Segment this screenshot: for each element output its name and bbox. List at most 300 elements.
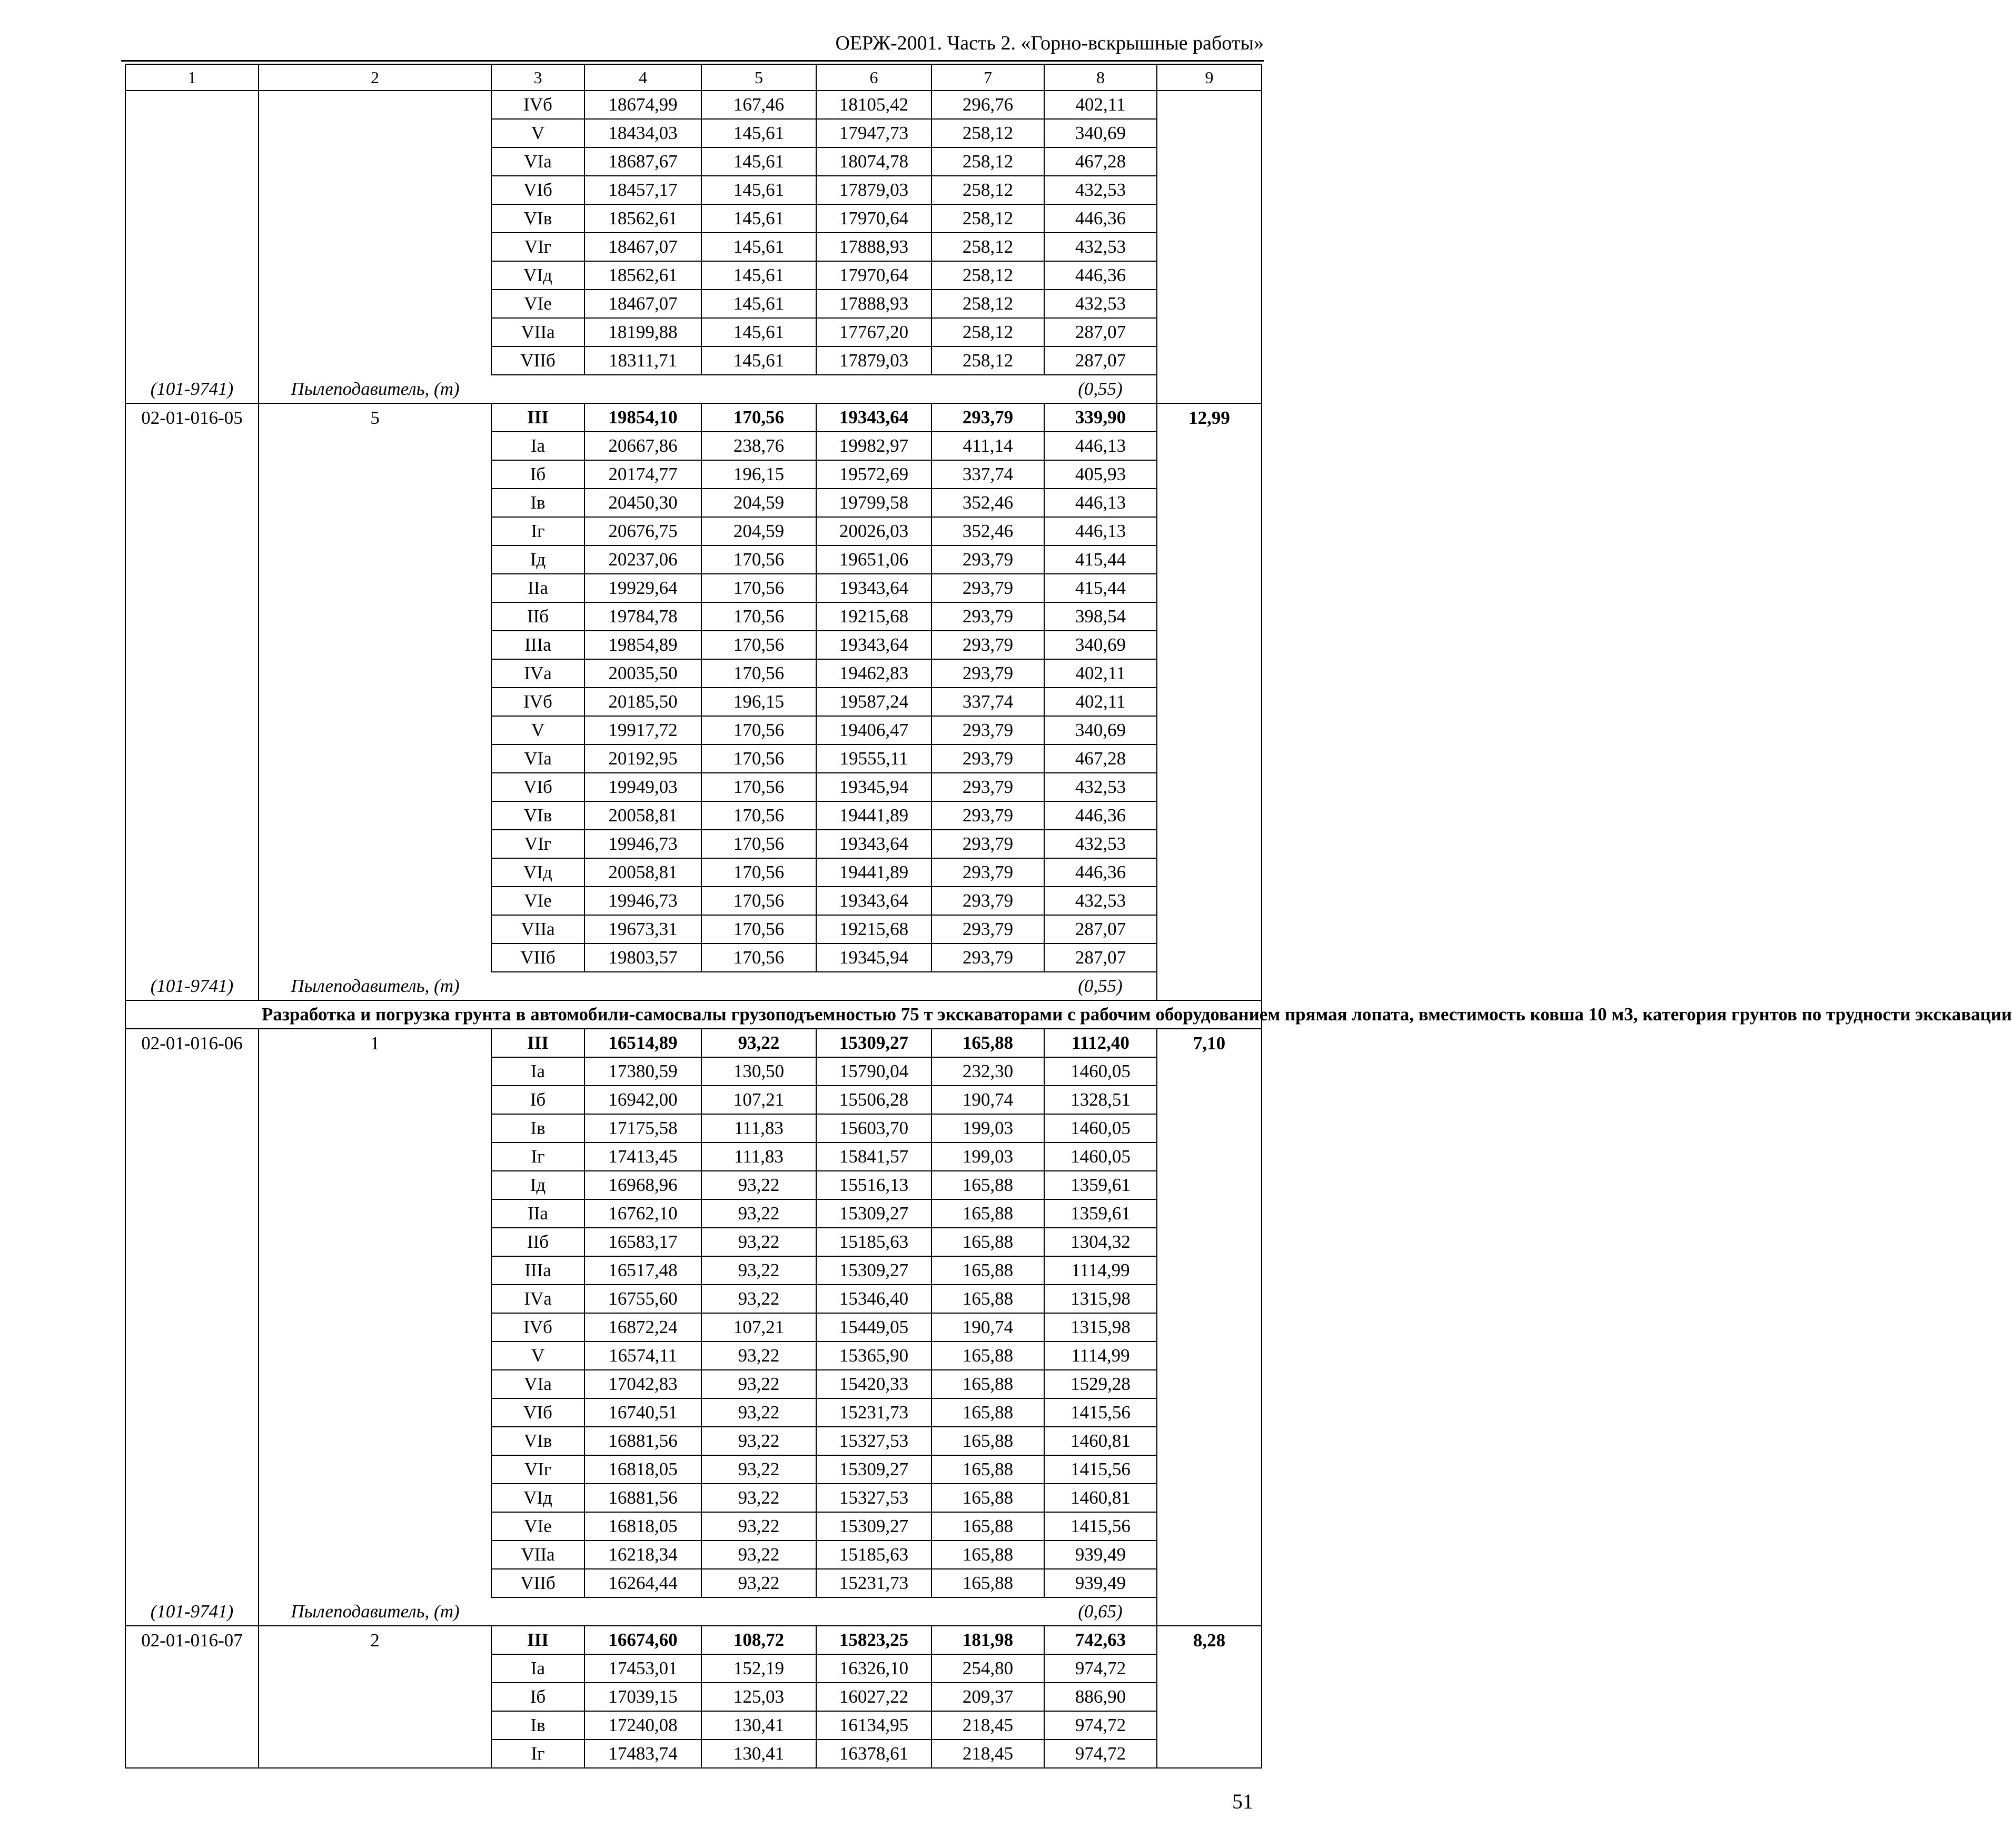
machinery-cell: 19555,11: [816, 744, 931, 773]
rate-total-cell: 16218,34: [584, 1541, 701, 1569]
empty-cell: [259, 574, 491, 602]
empty-cell: [125, 1228, 259, 1256]
empty-cell: [259, 602, 491, 631]
rate-total-cell: 19946,73: [584, 830, 701, 858]
empty-cell: [1157, 631, 1262, 659]
operator-wages-cell: 181,98: [931, 1626, 1044, 1654]
grade-cell: VIв: [491, 1427, 584, 1455]
empty-cell: [701, 1597, 816, 1626]
empty-cell: [259, 744, 491, 773]
grade-cell: VIг: [491, 1455, 584, 1484]
table-row: [125, 830, 1262, 858]
wages-cell: 145,61: [701, 176, 816, 204]
machinery-cell: 15841,57: [816, 1142, 931, 1171]
empty-cell: [259, 716, 491, 744]
empty-cell: [701, 375, 816, 403]
empty-cell: [125, 1740, 259, 1768]
materials-cell: 405,93: [1044, 460, 1157, 489]
operator-wages-cell: 296,76: [931, 91, 1044, 119]
table-row: [125, 91, 1262, 119]
operator-wages-cell: 254,80: [931, 1654, 1044, 1683]
empty-cell: [701, 972, 816, 1000]
table-row: [125, 432, 1262, 460]
empty-cell: [259, 1370, 491, 1398]
empty-cell: [1157, 489, 1262, 517]
machinery-cell: 17947,73: [816, 119, 931, 147]
table-row: [125, 517, 1262, 545]
rate-total-cell: 17175,58: [584, 1114, 701, 1142]
empty-cell: [125, 744, 259, 773]
operator-wages-cell: 165,88: [931, 1541, 1044, 1569]
table-row: [125, 915, 1262, 943]
machinery-cell: 18105,42: [816, 91, 931, 119]
table-row: [125, 631, 1262, 659]
wages-cell: 107,21: [701, 1313, 816, 1342]
empty-cell: [259, 432, 491, 460]
machinery-cell: 15185,63: [816, 1541, 931, 1569]
empty-cell: [125, 1142, 259, 1171]
rate-total-cell: 16583,17: [584, 1228, 701, 1256]
materials-cell: 1304,32: [1044, 1228, 1157, 1256]
page-number: 51: [1232, 1790, 1253, 1813]
empty-cell: [125, 1569, 259, 1597]
rate-code: 02-01-016-06: [125, 1029, 259, 1057]
machinery-cell: 15516,13: [816, 1171, 931, 1199]
empty-cell: [259, 1398, 491, 1427]
operator-wages-cell: 293,79: [931, 744, 1044, 773]
empty-cell: [1157, 91, 1262, 119]
machinery-cell: 17970,64: [816, 261, 931, 290]
grade-cell: IIIа: [491, 631, 584, 659]
wages-cell: 170,56: [701, 716, 816, 744]
resource-quantity: (0,65): [1044, 1597, 1157, 1626]
table-row: [125, 1342, 1262, 1370]
resource-name: Пылеподавитель, (т): [259, 1597, 491, 1626]
soil-group-cell: 1: [259, 1029, 491, 1057]
operator-wages-cell: 165,88: [931, 1569, 1044, 1597]
rate-total-cell: 16517,48: [584, 1256, 701, 1285]
empty-cell: [491, 972, 584, 1000]
empty-cell: [259, 1057, 491, 1086]
wages-cell: 170,56: [701, 602, 816, 631]
empty-cell: [125, 688, 259, 716]
wages-cell: 170,56: [701, 801, 816, 830]
materials-cell: 1529,28: [1044, 1370, 1157, 1398]
table-row: [125, 176, 1262, 204]
grade-cell: VIе: [491, 887, 584, 915]
empty-cell: [125, 1711, 259, 1740]
rate-total-cell: 16942,00: [584, 1086, 701, 1114]
grade-cell: Iа: [491, 1057, 584, 1086]
wages-cell: 204,59: [701, 517, 816, 545]
empty-cell: [259, 830, 491, 858]
empty-cell: [125, 1484, 259, 1512]
machinery-cell: 15231,73: [816, 1398, 931, 1427]
machinery-cell: 15603,70: [816, 1114, 931, 1142]
machinery-cell: 16326,10: [816, 1654, 931, 1683]
empty-cell: [125, 1541, 259, 1569]
machinery-cell: 16027,22: [816, 1683, 931, 1711]
grade-cell: III: [491, 1626, 584, 1654]
rate-total-cell: 16514,89: [584, 1029, 701, 1057]
machinery-cell: 19343,64: [816, 887, 931, 915]
materials-cell: 1460,05: [1044, 1057, 1157, 1086]
rate-total-cell: 16872,24: [584, 1313, 701, 1342]
grade-cell: IVб: [491, 688, 584, 716]
materials-cell: 886,90: [1044, 1683, 1157, 1711]
empty-cell: [1157, 176, 1262, 204]
table-row: [125, 801, 1262, 830]
materials-cell: 446,36: [1044, 858, 1157, 887]
operator-wages-cell: 293,79: [931, 659, 1044, 688]
operator-wages-cell: 293,79: [931, 915, 1044, 943]
empty-cell: [125, 119, 259, 147]
empty-cell: [259, 688, 491, 716]
operator-wages-cell: 293,79: [931, 403, 1044, 432]
machinery-cell: 17879,03: [816, 176, 931, 204]
empty-cell: [491, 1597, 584, 1626]
empty-cell: [259, 460, 491, 489]
materials-cell: 340,69: [1044, 119, 1157, 147]
machinery-cell: 15185,63: [816, 1228, 931, 1256]
grade-cell: Iд: [491, 545, 584, 574]
table-row: [125, 233, 1262, 261]
grade-cell: Iб: [491, 1086, 584, 1114]
wages-cell: 145,61: [701, 204, 816, 233]
machinery-cell: 15346,40: [816, 1285, 931, 1313]
wages-cell: 93,22: [701, 1285, 816, 1313]
empty-cell: [1157, 830, 1262, 858]
empty-cell: [1157, 1427, 1262, 1455]
machinery-cell: 15309,27: [816, 1199, 931, 1228]
operator-wages-cell: 165,88: [931, 1427, 1044, 1455]
grade-cell: IIб: [491, 1228, 584, 1256]
materials-cell: 432,53: [1044, 290, 1157, 318]
table-row: [125, 1199, 1262, 1228]
wages-cell: 170,56: [701, 545, 816, 574]
machinery-cell: 19651,06: [816, 545, 931, 574]
rate-total-cell: 20185,50: [584, 688, 701, 716]
empty-cell: [259, 261, 491, 290]
operator-wages-cell: 411,14: [931, 432, 1044, 460]
materials-cell: 1415,56: [1044, 1455, 1157, 1484]
running-header: [121, 29, 1264, 57]
grade-cell: VIа: [491, 147, 584, 176]
empty-cell: [259, 204, 491, 233]
empty-cell: [125, 261, 259, 290]
empty-cell: [125, 830, 259, 858]
table-row: [125, 1029, 1262, 1057]
materials-cell: 467,28: [1044, 147, 1157, 176]
table-row: [125, 773, 1262, 801]
empty-cell: [1157, 346, 1262, 375]
materials-cell: 446,36: [1044, 204, 1157, 233]
empty-cell: [1157, 1342, 1262, 1370]
materials-cell: 1114,99: [1044, 1342, 1157, 1370]
machinery-cell: 17879,03: [816, 346, 931, 375]
empty-cell: [1157, 119, 1262, 147]
rate-total-cell: 18467,07: [584, 233, 701, 261]
machinery-cell: 15309,27: [816, 1256, 931, 1285]
empty-cell: [1157, 574, 1262, 602]
wages-cell: 145,61: [701, 290, 816, 318]
grade-cell: Iг: [491, 1740, 584, 1768]
empty-cell: [1157, 517, 1262, 545]
grade-cell: Iв: [491, 1114, 584, 1142]
empty-cell: [1157, 1740, 1262, 1768]
empty-cell: [259, 858, 491, 887]
machinery-cell: 19406,47: [816, 716, 931, 744]
document-title: ОЕРЖ-2001. Часть 2. «Горно-вскрышные работы»: [835, 32, 1264, 54]
empty-cell: [1157, 1057, 1262, 1086]
wages-cell: 170,56: [701, 659, 816, 688]
wages-cell: 130,50: [701, 1057, 816, 1086]
machinery-cell: 18074,78: [816, 147, 931, 176]
empty-cell: [1157, 1142, 1262, 1171]
empty-cell: [931, 972, 1044, 1000]
resource-row: [125, 1597, 1262, 1626]
labor-cost-cell: 7,10: [1157, 1029, 1262, 1057]
machinery-cell: 15309,27: [816, 1029, 931, 1057]
materials-cell: 1415,56: [1044, 1398, 1157, 1427]
wages-cell: 107,21: [701, 1086, 816, 1114]
table-row: [125, 1455, 1262, 1484]
operator-wages-cell: 165,88: [931, 1228, 1044, 1256]
rate-total-cell: 16818,05: [584, 1512, 701, 1541]
operator-wages-cell: 293,79: [931, 943, 1044, 972]
machinery-cell: 19343,64: [816, 830, 931, 858]
empty-cell: [1157, 943, 1262, 972]
grade-cell: V: [491, 1342, 584, 1370]
materials-cell: 446,13: [1044, 432, 1157, 460]
wages-cell: 125,03: [701, 1683, 816, 1711]
grade-cell: VIа: [491, 1370, 584, 1398]
empty-cell: [1157, 1711, 1262, 1740]
empty-cell: [125, 91, 259, 119]
resource-code: (101-9741): [125, 375, 259, 403]
machinery-cell: 19345,94: [816, 943, 931, 972]
column-number: 6: [816, 64, 931, 91]
machinery-cell: 16134,95: [816, 1711, 931, 1740]
empty-cell: [259, 233, 491, 261]
empty-cell: [816, 375, 931, 403]
table-row: [125, 1114, 1262, 1142]
empty-cell: [259, 1199, 491, 1228]
rate-total-cell: 19673,31: [584, 915, 701, 943]
empty-cell: [259, 119, 491, 147]
empty-cell: [1157, 1455, 1262, 1484]
empty-cell: [125, 659, 259, 688]
section-heading-row: [125, 1000, 1262, 1029]
operator-wages-cell: 258,12: [931, 290, 1044, 318]
materials-cell: 339,90: [1044, 403, 1157, 432]
empty-cell: [125, 176, 259, 204]
machinery-cell: 19572,69: [816, 460, 931, 489]
operator-wages-cell: 337,74: [931, 688, 1044, 716]
column-number: 3: [491, 64, 584, 91]
table-row: [125, 1313, 1262, 1342]
empty-cell: [125, 574, 259, 602]
column-number: 5: [701, 64, 816, 91]
operator-wages-cell: 258,12: [931, 261, 1044, 290]
empty-cell: [259, 1171, 491, 1199]
operator-wages-cell: 258,12: [931, 233, 1044, 261]
empty-cell: [125, 1256, 259, 1285]
machinery-cell: 19343,64: [816, 403, 931, 432]
empty-cell: [125, 432, 259, 460]
empty-cell: [1157, 290, 1262, 318]
materials-cell: 432,53: [1044, 176, 1157, 204]
wages-cell: 93,22: [701, 1228, 816, 1256]
wages-cell: 130,41: [701, 1711, 816, 1740]
empty-cell: [1157, 602, 1262, 631]
rate-total-cell: 18562,61: [584, 204, 701, 233]
materials-cell: 432,53: [1044, 830, 1157, 858]
grade-cell: V: [491, 119, 584, 147]
table-row: [125, 1427, 1262, 1455]
rate-total-cell: 17240,08: [584, 1711, 701, 1740]
empty-cell: [125, 887, 259, 915]
operator-wages-cell: 165,88: [931, 1398, 1044, 1427]
soil-group-cell: 5: [259, 403, 491, 432]
materials-cell: 446,36: [1044, 801, 1157, 830]
resource-name: Пылеподавитель, (т): [259, 972, 491, 1000]
grade-cell: Iб: [491, 460, 584, 489]
rate-total-cell: 20450,30: [584, 489, 701, 517]
operator-wages-cell: 293,79: [931, 887, 1044, 915]
wages-cell: 93,22: [701, 1512, 816, 1541]
grade-cell: Iб: [491, 1683, 584, 1711]
empty-cell: [125, 716, 259, 744]
table-row: [125, 1398, 1262, 1427]
operator-wages-cell: 209,37: [931, 1683, 1044, 1711]
machinery-cell: 17970,64: [816, 204, 931, 233]
operator-wages-cell: 218,45: [931, 1711, 1044, 1740]
table-row: [125, 688, 1262, 716]
empty-cell: [125, 1342, 259, 1370]
empty-cell: [259, 887, 491, 915]
column-number: 9: [1157, 64, 1262, 91]
resource-name: Пылеподавитель, (т): [259, 375, 491, 403]
materials-cell: 402,11: [1044, 659, 1157, 688]
empty-cell: [259, 773, 491, 801]
grade-cell: III: [491, 1029, 584, 1057]
rate-total-cell: 17042,83: [584, 1370, 701, 1398]
operator-wages-cell: 190,74: [931, 1313, 1044, 1342]
empty-cell: [1157, 204, 1262, 233]
wages-cell: 170,56: [701, 773, 816, 801]
wages-cell: 93,22: [701, 1484, 816, 1512]
operator-wages-cell: 165,88: [931, 1455, 1044, 1484]
empty-cell: [125, 204, 259, 233]
empty-cell: [931, 375, 1044, 403]
grade-cell: IVб: [491, 91, 584, 119]
empty-cell: [259, 318, 491, 346]
materials-cell: 398,54: [1044, 602, 1157, 631]
empty-cell: [259, 147, 491, 176]
operator-wages-cell: 165,88: [931, 1484, 1044, 1512]
empty-cell: [125, 1512, 259, 1541]
empty-cell: [1157, 1541, 1262, 1569]
materials-cell: 446,13: [1044, 517, 1157, 545]
table-row: [125, 147, 1262, 176]
empty-cell: [259, 545, 491, 574]
column-number: 2: [259, 64, 491, 91]
rate-total-cell: 18467,07: [584, 290, 701, 318]
grade-cell: VIв: [491, 801, 584, 830]
grade-cell: VIд: [491, 261, 584, 290]
machinery-cell: 15327,53: [816, 1427, 931, 1455]
grade-cell: VIб: [491, 176, 584, 204]
wages-cell: 204,59: [701, 489, 816, 517]
materials-cell: 974,72: [1044, 1740, 1157, 1768]
wages-cell: 145,61: [701, 119, 816, 147]
table-row: [125, 1626, 1262, 1654]
empty-cell: [259, 943, 491, 972]
empty-cell: [1157, 1313, 1262, 1342]
operator-wages-cell: 293,79: [931, 602, 1044, 631]
materials-cell: 402,11: [1044, 91, 1157, 119]
grade-cell: Iг: [491, 517, 584, 545]
materials-cell: 1359,61: [1044, 1171, 1157, 1199]
operator-wages-cell: 352,46: [931, 489, 1044, 517]
resource-quantity: (0,55): [1044, 972, 1157, 1000]
empty-cell: [125, 943, 259, 972]
table-row: [125, 1370, 1262, 1398]
wages-cell: 170,56: [701, 830, 816, 858]
machinery-cell: 17888,93: [816, 290, 931, 318]
empty-cell: [259, 1285, 491, 1313]
operator-wages-cell: 293,79: [931, 830, 1044, 858]
empty-cell: [259, 290, 491, 318]
wages-cell: 170,56: [701, 403, 816, 432]
empty-cell: [259, 517, 491, 545]
rate-total-cell: 16740,51: [584, 1398, 701, 1427]
empty-cell: [125, 460, 259, 489]
grade-cell: VIе: [491, 1512, 584, 1541]
operator-wages-cell: 258,12: [931, 147, 1044, 176]
machinery-cell: 17888,93: [816, 233, 931, 261]
grade-cell: VIб: [491, 773, 584, 801]
wages-cell: 170,56: [701, 887, 816, 915]
wages-cell: 93,22: [701, 1427, 816, 1455]
empty-cell: [259, 1455, 491, 1484]
table-row: [125, 1228, 1262, 1256]
empty-cell: [125, 1683, 259, 1711]
rate-total-cell: 19784,78: [584, 602, 701, 631]
materials-cell: 939,49: [1044, 1541, 1157, 1569]
wages-cell: 93,22: [701, 1199, 816, 1228]
operator-wages-cell: 293,79: [931, 631, 1044, 659]
wages-cell: 93,22: [701, 1455, 816, 1484]
materials-cell: 1328,51: [1044, 1086, 1157, 1114]
wages-cell: 145,61: [701, 147, 816, 176]
empty-cell: [125, 801, 259, 830]
materials-cell: 340,69: [1044, 631, 1157, 659]
empty-cell: [125, 1114, 259, 1142]
wages-cell: 145,61: [701, 346, 816, 375]
operator-wages-cell: 165,88: [931, 1199, 1044, 1228]
table-row: [125, 744, 1262, 773]
resource-row: [125, 972, 1262, 1000]
rate-total-cell: 19949,03: [584, 773, 701, 801]
grade-cell: VIг: [491, 233, 584, 261]
operator-wages-cell: 352,46: [931, 517, 1044, 545]
empty-cell: [1157, 1654, 1262, 1683]
machinery-cell: 19462,83: [816, 659, 931, 688]
rate-total-cell: 16818,05: [584, 1455, 701, 1484]
operator-wages-cell: 190,74: [931, 1086, 1044, 1114]
